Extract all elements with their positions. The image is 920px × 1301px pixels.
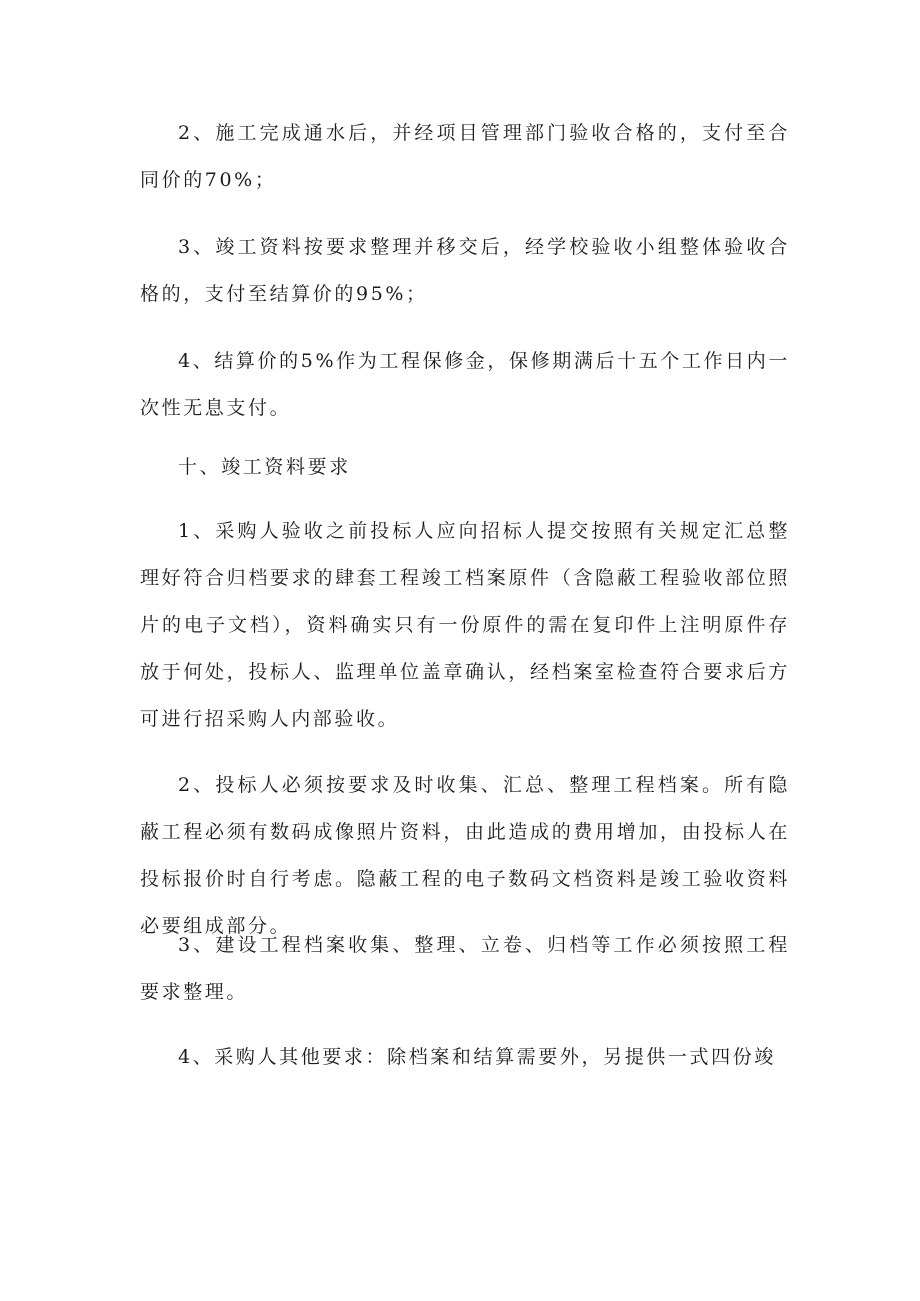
section-heading: 十、竣工资料要求 [178, 456, 351, 478]
records-clause-3: 3、建设工程档案收集、整理、立卷、归档等工作必须按照工程要求整理。 [140, 934, 790, 1003]
records-clause-2: 2、投标人必须按要求及时收集、汇总、整理工程档案。所有隐蔽工程必须有数码成像照片资料，由此造成的费用增加，由投标人在投标报价时自行考虑。隐蔽工程的电子数码文档资料是竣工验收资料必要组成部分。 [140, 774, 790, 937]
payment-clause-4: 4、结算价的5%作为工程保修金，保修期满后十五个工作日内一次性无息支付。 [140, 350, 790, 419]
records-clause-1: 1、采购人验收之前投标人应向招标人提交按照有关规定汇总整理好符合归档要求的肆套工程竣工档案原件（含隐蔽工程验收部位照片的电子文档），资料确实只有一份原件的需在复印件上注明原件存放于何处，投标人、监理单位盖章确认，经档案室检查符合要求后方可进行招采购人内部验收。 [140, 520, 790, 730]
payment-clause-3: 3、竣工资料按要求整理并移交后，经学校验收小组整体验收合格的，支付至结算价的95%； [140, 236, 790, 305]
records-clause-4: 4、采购人其他要求：除档案和结算需要外，另提供一式四份竣 [178, 1046, 776, 1068]
payment-clause-2: 2、施工完成通水后，并经项目管理部门验收合格的，支付至合同价的70%； [140, 122, 790, 191]
